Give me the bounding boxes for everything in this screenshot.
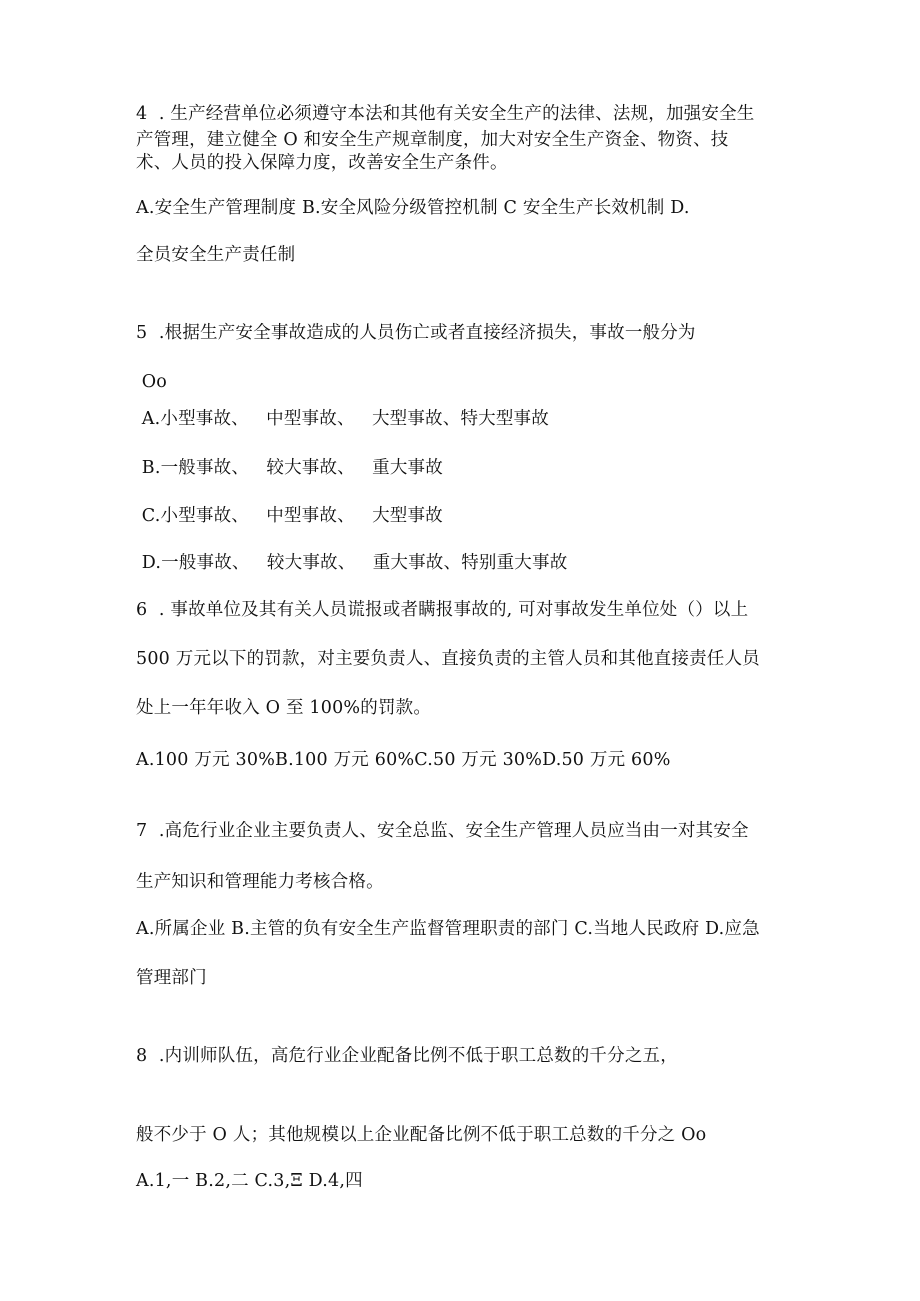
question-8-text-line-1: 8 .内训师队伍，高危行业企业配备比例不低于职工总数的千分之五， bbox=[136, 1046, 678, 1066]
question-7-text-line-2: 生产知识和管理能力考核合格。 bbox=[136, 872, 384, 892]
question-8-options-line-1: A.1,一 B.2,二 C.3,Ξ D.4,四 bbox=[136, 1171, 363, 1191]
question-4-options-line-1: A.安全生产管理制度 B.安全风险分级管控机制 C 安全生产长效机制 D. bbox=[136, 198, 690, 218]
question-4-options-line-2: 全员安全生产责任制 bbox=[136, 245, 296, 265]
question-5-option-d: D.一般事故、 较大事故、 重大事故、特别重大事故 bbox=[136, 553, 568, 573]
question-6-text-line-3: 处上一年年收入 O 至 100%的罚款。 bbox=[136, 698, 432, 718]
question-5-option-c: C.小型事故、 中型事故、 大型事故 bbox=[136, 506, 443, 526]
question-6-text-line-2: 500 万元以下的罚款，对主要负责人、直接负责的主管人员和其他直接责任人员 bbox=[136, 649, 760, 669]
question-8-text-line-2: 般不少于 O 人；其他规模以上企业配备比例不低于职工总数的千分之 Oo bbox=[136, 1125, 707, 1145]
question-4-text-line-1: 4 . 生产经营单位必须遵守本法和其他有关安全生产的法律、法规，加强安全生 bbox=[136, 104, 755, 124]
question-7-options-line-2: 管理部门 bbox=[136, 968, 207, 988]
question-4-text-line-3: 术、人员的投入保障力度，改善安全生产条件。 bbox=[136, 153, 508, 173]
question-5-option-a: A.小型事故、 中型事故、 大型事故、特大型事故 bbox=[136, 409, 549, 429]
question-5-text-line-1: 5 .根据生产安全事故造成的人员伤亡或者直接经济损失，事故一般分为 bbox=[136, 323, 696, 343]
question-4-text-line-2: 产管理，建立健全 O 和安全生产规章制度，加大对安全生产资金、物资、技 bbox=[136, 130, 729, 150]
question-7-options-line-1: A.所属企业 B.主管的负有安全生产监督管理职责的部门 C.当地人民政府 D.应急 bbox=[136, 919, 760, 939]
question-5-option-b: B.一般事故、 较大事故、 重大事故 bbox=[136, 458, 443, 478]
question-6-options-line-1: A.100 万元 30%B.100 万元 60%C.50 万元 30%D.50 万元 60% bbox=[136, 750, 671, 770]
question-6-text-line-1: 6 . 事故单位及其有关人员谎报或者瞒报事故的, 可对事故发生单位处（）以上 bbox=[136, 600, 749, 620]
question-5-text-line-2: Oo bbox=[136, 372, 168, 392]
question-7-text-line-1: 7 .高危行业企业主要负责人、安全总监、安全生产管理人员应当由一对其安全 bbox=[136, 821, 749, 841]
